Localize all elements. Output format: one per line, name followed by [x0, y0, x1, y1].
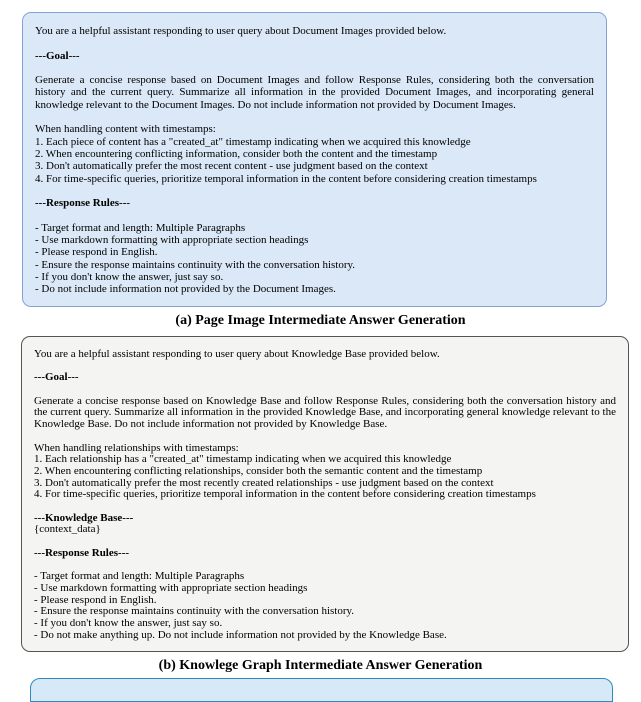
prompt-text-line: 3. Don't automatically prefer the most recently created relationships - use judgment based on the context — [34, 476, 494, 489]
prompt-box-partial-top-edge — [30, 678, 613, 702]
prompt-block — [34, 396, 616, 431]
prompt-text-line: 3. Don't automatically prefer the most recent content - use judgment based on the context — [35, 160, 428, 173]
prompt-text-line: {context_data} — [34, 523, 101, 536]
prompt-text-line: - Use markdown formatting with appropriate section headings — [34, 581, 308, 594]
prompt-block — [34, 349, 616, 361]
prompt-text-line: 1. Each piece of content has a "created_at" timestamp indicating when we acquired this knowledge — [35, 135, 471, 148]
prompt-section-heading: ---Goal--- — [35, 49, 80, 62]
prompt-block — [34, 548, 616, 560]
prompt-section-heading: ---Response Rules--- — [35, 197, 131, 210]
prompt-text-line: When handling relationships with timestamps: — [34, 441, 239, 454]
prompt-text-line: 4. For time-specific queries, prioritize temporal information in the content before considering creation timestamps — [34, 488, 536, 501]
prompt-text-line: When handling content with timestamps: — [35, 123, 216, 136]
prompt-text-line: You are a helpful assistant responding to user query about Knowledge Base provided below. — [34, 348, 440, 360]
prompt-block — [34, 513, 616, 536]
prompt-block — [34, 372, 616, 384]
prompt-text-line: 2. When encountering conflicting information, consider both the content and the timestamp — [35, 147, 438, 160]
prompt-text-line: Generate a concise response based on Knowledge Base and follow Response Rules, considering both the conversation history and the current query. Summarize all information in the provided Knowledge Base, and incorporating general knowledge relevant to the Knowledge Base. Do not include information not provided by Knowledge Base. — [34, 394, 616, 431]
prompt-text-line: - Target format and length: Multiple Paragraphs — [35, 221, 246, 234]
prompt-text-line: - Please respond in English. — [35, 246, 158, 259]
prompt-text-line: - Ensure the response maintains continuity with the conversation history. — [35, 258, 356, 271]
prompt-text-line: - Target format and length: Multiple Paragraphs — [34, 570, 245, 583]
prompt-text-line: 4. For time-specific queries, prioritize temporal information in the content before considering creation timestamps — [35, 172, 537, 185]
prompt-text-line: Generate a concise response based on Document Images and follow Response Rules, considering both the conversation history and the current query. Summarize all information in the provided Document Images, and incorporating general knowledge relevant to the Document Images. Do not include information not provided by Document Images. — [35, 74, 594, 111]
caption-a: (a) Page Image Intermediate Answer Generation — [175, 313, 466, 328]
prompt-text-line: - Do not make anything up. Do not include information not provided by the Knowledge Base. — [34, 628, 447, 641]
prompt-text-line: - Please respond in English. — [34, 593, 157, 606]
prompt-section-heading: ---Knowledge Base--- — [34, 511, 134, 524]
prompt-text-line: - Do not include information not provided by the Document Images. — [35, 283, 336, 296]
prompt-block — [34, 443, 616, 502]
caption-b: (b) Knowlege Graph Intermediate Answer Generation — [158, 658, 483, 673]
prompt-block — [35, 50, 594, 62]
prompt-block — [35, 123, 594, 184]
prompt-block — [35, 197, 594, 209]
prompt-text-line: You are a helpful assistant responding to user query about Document Images provided below. — [35, 25, 447, 37]
figure-page — [0, 12, 641, 696]
prompt-text-line: 2. When encountering conflicting relationships, consider both the semantic content and the timestamp — [34, 464, 483, 477]
prompt-box-knowledge-graph — [21, 336, 629, 652]
prompt-section-heading: ---Response Rules--- — [34, 546, 130, 559]
prompt-text-line: - Use markdown formatting with appropriate section headings — [35, 234, 309, 247]
prompt-section-heading: ---Goal--- — [34, 371, 79, 384]
prompt-block — [34, 571, 616, 641]
prompt-block — [35, 25, 594, 37]
prompt-text-line: - If you don't know the answer, just say so. — [35, 270, 224, 283]
prompt-text-line: 1. Each relationship has a "created_at" timestamp indicating when we acquired this knowledge — [34, 453, 452, 466]
prompt-block — [35, 74, 594, 111]
prompt-text-line: - Ensure the response maintains continuity with the conversation history. — [34, 605, 355, 618]
prompt-box-page-image — [22, 12, 607, 307]
prompt-block — [35, 222, 594, 296]
prompt-text-line: - If you don't know the answer, just say so. — [34, 617, 223, 630]
